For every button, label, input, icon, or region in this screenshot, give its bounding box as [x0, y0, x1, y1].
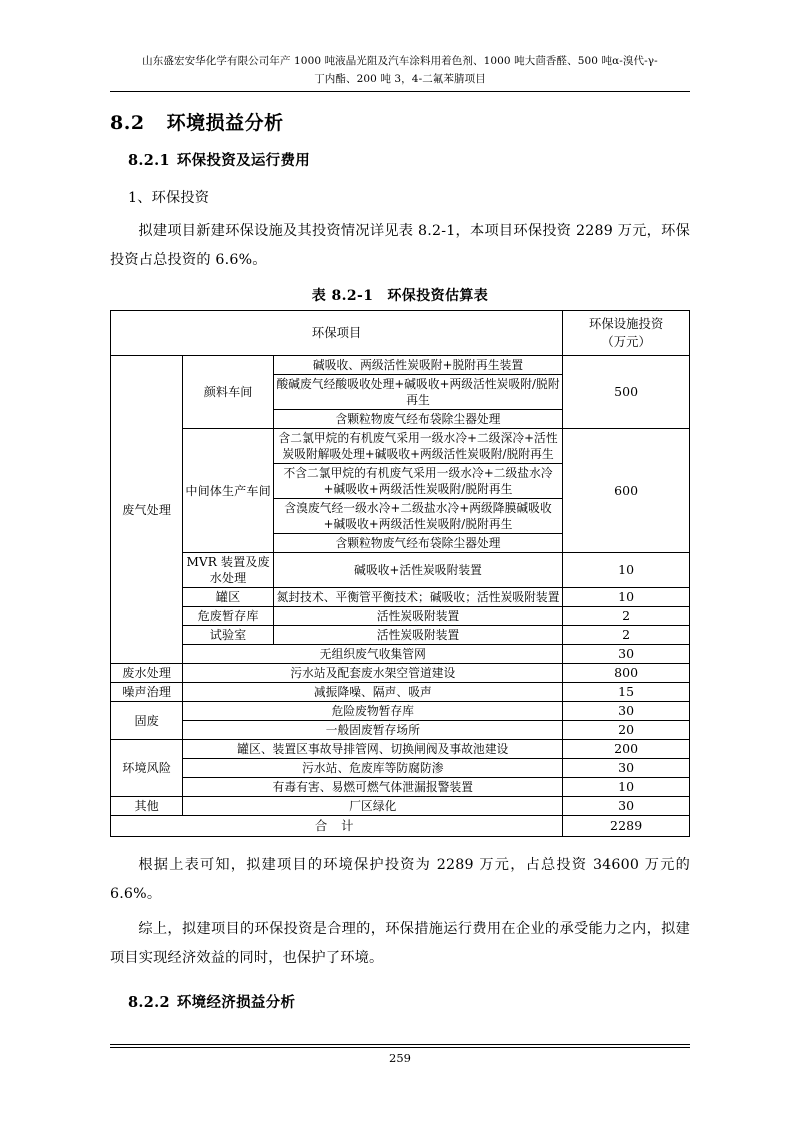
- row-item: 减振降噪、隔声、吸声: [183, 683, 563, 702]
- row-amount: 30: [563, 702, 690, 721]
- row-item: 污水站及配套废水架空管道建设: [183, 664, 563, 683]
- row-amount: 15: [563, 683, 690, 702]
- subsection-heading-821: [128, 149, 690, 170]
- table-row: [111, 607, 690, 626]
- running-header-line-2: 丁内酯、200 吨 3，4-二氟苯腈项目: [314, 73, 486, 85]
- paragraph-3: 综上，拟建项目的环保投资是合理的，环保措施运行费用在企业的承受能力之内，拟建项目实现经济效益的同时，也保护了环境。: [110, 921, 690, 966]
- row-amount: 10: [563, 588, 690, 607]
- table-row: [111, 797, 690, 816]
- row-item: 无组织废气收集管网: [183, 645, 563, 664]
- row-item: 含颗粒物废气经布袋除尘器处理: [273, 410, 563, 429]
- row-amount: 10: [563, 778, 690, 797]
- table-header-investment-line1: 环保设施投资: [588, 317, 664, 331]
- row-subgroup-label: 中间体生产车间: [183, 429, 273, 553]
- table-row: [111, 645, 690, 664]
- subsection-number-822: 8.2.2: [128, 994, 170, 1011]
- row-amount: 20: [563, 721, 690, 740]
- table-row: [111, 664, 690, 683]
- row-amount: 2: [563, 607, 690, 626]
- row-amount: 30: [563, 797, 690, 816]
- row-item: 酸碱废气经酸吸收处理+碱吸收+两级活性炭吸附/脱附再生: [273, 375, 563, 410]
- row-subgroup-label: 颜料车间: [183, 356, 273, 429]
- row-amount: 500: [563, 356, 690, 429]
- row-item: 活性炭吸附装置: [273, 607, 563, 626]
- row-item: 罐区、装置区事故导排管网、切换闸阀及事故池建设: [183, 740, 563, 759]
- row-subgroup-label: MVR 装置及废水处理: [183, 553, 273, 588]
- page-number: 259: [389, 1051, 411, 1065]
- row-item: 厂区绿化: [183, 797, 563, 816]
- paragraph-1: 拟建项目新建环保设施及其投资情况详见表 8.2-1，本项目环保投资 2289 万元，环保投资占总投资的 6.6%。: [110, 223, 690, 268]
- list-item-1: 1、环保投资: [128, 190, 210, 206]
- environmental-investment-table: [110, 310, 690, 837]
- table-caption: [110, 285, 690, 305]
- row-subgroup-label: 危废暂存库: [183, 607, 273, 626]
- header-divider: [110, 91, 690, 92]
- row-item: 碱吸收+活性炭吸附装置: [273, 553, 563, 588]
- table-row: [111, 759, 690, 778]
- table-header-investment: [563, 311, 690, 356]
- paragraph-2: 根据上表可知，拟建项目的环境保护投资为 2289 万元，占总投资 34600 万元的 6.6%。: [110, 857, 690, 902]
- total-label: 合 计: [111, 816, 563, 837]
- row-subgroup-label: 罐区: [183, 588, 273, 607]
- running-header-line-1: 山东盛宏安华化学有限公司年产 1000 吨液晶光阻及汽车涂料用着色剂、1000 吨大茴香醛、500 吨α-溴代-γ-: [142, 55, 658, 67]
- table-header-investment-line2: （万元）: [601, 335, 651, 349]
- footer-divider: [110, 1044, 690, 1048]
- row-group-label: 废气处理: [111, 356, 183, 664]
- row-item: 含二氯甲烷的有机废气采用一级水冷+二级深冷+活性炭吸附解吸处理+碱吸收+两级活性炭吸附/脱附再生: [273, 429, 563, 464]
- subsection-number-821: 8.2.1: [128, 152, 170, 169]
- row-amount: 10: [563, 553, 690, 588]
- table-row: [111, 553, 690, 588]
- row-item: 含颗粒物废气经布袋除尘器处理: [273, 534, 563, 553]
- table-row: [111, 356, 690, 375]
- section-heading: [110, 108, 690, 135]
- table-header-item: 环保项目: [111, 311, 563, 356]
- table-row: [111, 429, 690, 464]
- table-caption-number: 表 8.2-1: [311, 288, 374, 304]
- subsection-heading-822: [128, 991, 690, 1012]
- row-item: 不含二氯甲烷的有机废气采用一级水冷+二级盐水冷+碱吸收+两级活性炭吸附/脱附再生: [273, 464, 563, 499]
- table-header-row: [111, 311, 690, 356]
- table-row: [111, 721, 690, 740]
- table-row: [111, 683, 690, 702]
- row-item: 污水站、危废库等防腐防渗: [183, 759, 563, 778]
- subsection-title-821: 环保投资及运行费用: [176, 152, 311, 169]
- row-group-label: 固废: [111, 702, 183, 740]
- row-group-label: 环境风险: [111, 740, 183, 797]
- table-row: [111, 588, 690, 607]
- page-footer: [110, 1044, 690, 1065]
- row-group-label: 噪声治理: [111, 683, 183, 702]
- row-amount: 200: [563, 740, 690, 759]
- total-amount: 2289: [563, 816, 690, 837]
- row-amount: 2: [563, 626, 690, 645]
- row-item: 有毒有害、易燃可燃气体泄漏报警装置: [183, 778, 563, 797]
- section-title: 环境损益分析: [166, 112, 284, 134]
- running-header: [110, 52, 690, 91]
- table-caption-title: 环保投资估算表: [387, 288, 489, 304]
- row-item: 危险废物暂存库: [183, 702, 563, 721]
- row-item: 碱吸收、两级活性炭吸附+脱附再生装置: [273, 356, 563, 375]
- row-item: 含溴废气经一级水冷+二级盐水冷+两级降膜碱吸收+碱吸收+两级活性炭吸附/脱附再生: [273, 499, 563, 534]
- table-row: [111, 626, 690, 645]
- subsection-title-822: 环境经济损益分析: [176, 994, 296, 1011]
- row-amount: 30: [563, 759, 690, 778]
- table-total-row: [111, 816, 690, 837]
- row-item: 一般固废暂存场所: [183, 721, 563, 740]
- row-group-label: 废水处理: [111, 664, 183, 683]
- row-amount: 30: [563, 645, 690, 664]
- table-row: [111, 702, 690, 721]
- table-row: [111, 740, 690, 759]
- row-item: 活性炭吸附装置: [273, 626, 563, 645]
- row-amount: 600: [563, 429, 690, 553]
- row-item: 氮封技术、平衡管平衡技术；碱吸收；活性炭吸附装置: [273, 588, 563, 607]
- section-number: 8.2: [110, 112, 145, 134]
- row-amount: 800: [563, 664, 690, 683]
- row-group-label: 其他: [111, 797, 183, 816]
- table-row: [111, 778, 690, 797]
- row-subgroup-label: 试验室: [183, 626, 273, 645]
